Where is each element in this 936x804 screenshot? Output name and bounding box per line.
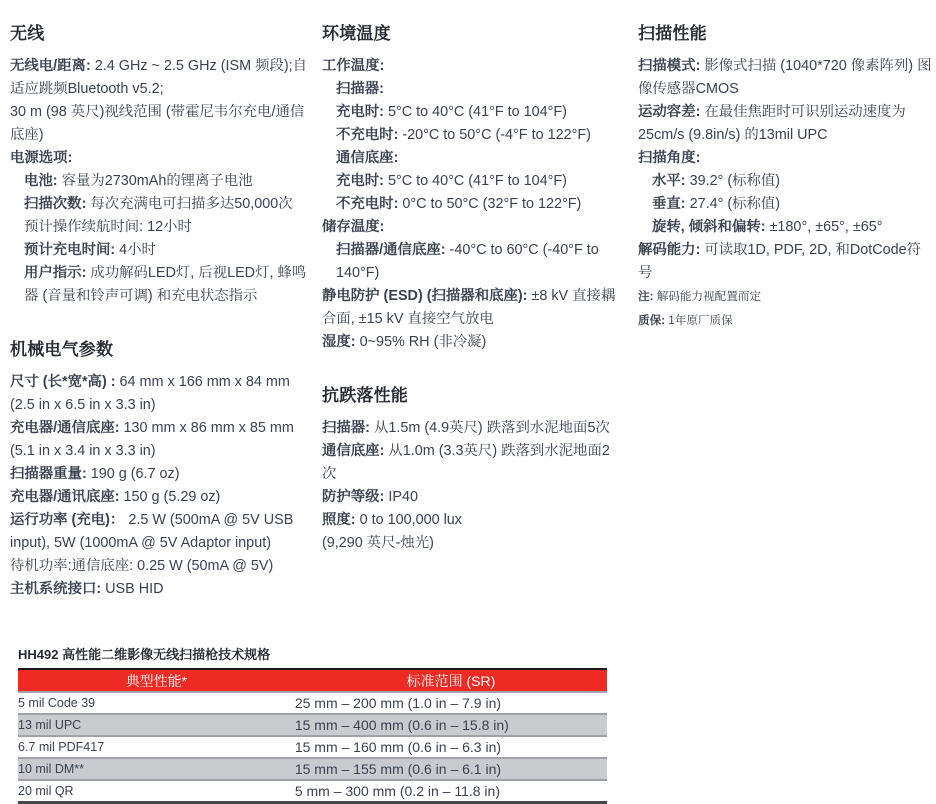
spec-label: 尺寸 (长*宽*高) : bbox=[10, 374, 116, 390]
spec-line: 电池: 容量为2730mAh的锂离子电池 bbox=[24, 173, 253, 189]
spec-label: 扫描器: bbox=[336, 81, 384, 97]
table-header-row bbox=[18, 669, 607, 692]
spec-line: 照度: 0 to 100,000 lux bbox=[322, 512, 462, 528]
section-title-wireless: 无线 bbox=[10, 24, 45, 43]
decode-range-table-block bbox=[18, 644, 607, 804]
spec-line: 充电器/通信底座: 130 mm x 86 mm x 85 mm (5.1 in x 3.4 in x 3.3 in) bbox=[10, 420, 294, 459]
section-scan-performance bbox=[638, 24, 932, 333]
scan-performance-column bbox=[638, 24, 932, 333]
spec-line: 防护等级: IP40 bbox=[322, 489, 418, 505]
table-row bbox=[18, 736, 607, 758]
spec-line bbox=[322, 55, 619, 78]
spec-line: 扫描模式: 影像式扫描 (1040*720 像素阵列) 图像传感器CMOS bbox=[638, 58, 932, 97]
spec-label: 充电时: bbox=[336, 173, 384, 189]
spec-label: 充电器/通信底座: bbox=[10, 420, 120, 436]
spec-line: 湿度: 0~95% RH (非冷凝) bbox=[322, 334, 487, 350]
spec-line bbox=[10, 147, 314, 170]
spec-line: 充电器/通讯底座: 150 g (5.29 oz) bbox=[10, 489, 221, 505]
spec-label: 扫描次数: bbox=[24, 196, 87, 212]
spec-label: 无线电/距离: bbox=[10, 58, 91, 74]
spec-label: 不充电时: bbox=[336, 196, 399, 212]
spec-label: 扫描角度: bbox=[638, 150, 701, 166]
spec-line: 不充电时: -20°C to 50°C (-4°F to 122°F) bbox=[336, 127, 591, 143]
cell-symbology: 5 mil Code 39 bbox=[18, 692, 295, 714]
cell-symbology: 6.7 mil PDF417 bbox=[18, 736, 295, 758]
spec-line: 预计充电时间: 4小时 bbox=[24, 242, 156, 258]
spec-label: 质保: bbox=[638, 314, 666, 327]
spec-label: 解码能力: bbox=[638, 242, 701, 258]
spec-label: 湿度: bbox=[322, 334, 356, 350]
spec-line: 水平: 39.2° (标称值) bbox=[652, 173, 781, 189]
spec-label: 通信底座: bbox=[322, 443, 385, 459]
section-title-mechanical: 机械电气参数 bbox=[10, 340, 114, 359]
spec-label: 扫描器: bbox=[322, 420, 370, 436]
section-mechanical bbox=[10, 340, 314, 601]
cell-symbology: 13 mil UPC bbox=[18, 714, 295, 736]
spec-line bbox=[638, 147, 932, 170]
spec-line bbox=[322, 78, 619, 101]
spec-line: 旋转, 倾斜和偏转: ±180°, ±65°, ±65° bbox=[652, 219, 883, 235]
section-drop-resistance bbox=[322, 386, 619, 555]
spec-line: 解码能力: 可读取1D, PDF, 2D, 和DotCode符号 bbox=[638, 242, 922, 281]
cell-range: 15 mm – 160 mm (0.6 in – 6.3 in) bbox=[295, 736, 607, 758]
table-header-cell: 标准范围 (SR) bbox=[295, 669, 607, 692]
spec-line: 用户指示: 成功解码LED灯, 后视LED灯, 蜂鸣器 (音量和铃声可调) 和充电状态指示 bbox=[24, 265, 307, 304]
spec-line: 运动容差: 在最佳焦距时可识别运动速度为 25cm/s (9.8in/s) 的13mil UPC bbox=[638, 104, 906, 143]
table-header-cell: 典型性能* bbox=[18, 669, 295, 692]
section-title-environment-temperature: 环境温度 bbox=[322, 24, 391, 43]
table-row bbox=[18, 780, 607, 803]
spec-line: (9,290 英尺-烛光) bbox=[322, 535, 434, 551]
spec-line: 扫描器/通信底座: -40°C to 60°C (-40°F to 140°F) bbox=[336, 242, 599, 281]
spec-line: 质保: 1年原厂质保 bbox=[638, 314, 733, 327]
spec-line: 待机功率:通信底座: 0.25 W (50mA @ 5V) bbox=[10, 558, 274, 574]
spec-label: 防护等级: bbox=[322, 489, 385, 505]
spec-label: 旋转, 倾斜和偏转: bbox=[652, 219, 766, 235]
spec-line: 通信底座: 从1.0m (3.3英尺) 跌落到水泥地面2次 bbox=[322, 443, 610, 482]
spec-line: 无线电/距离: 2.4 GHz ~ 2.5 GHz (ISM 频段);自适应跳频Bluetooth v5.2; bbox=[10, 58, 308, 97]
spec-label: 照度: bbox=[322, 512, 356, 528]
spec-label: 预计充电时间: bbox=[24, 242, 116, 258]
table-row bbox=[18, 692, 607, 714]
decode-range-table bbox=[18, 668, 607, 804]
spec-line: 尺寸 (长*宽*高) : 64 mm x 166 mm x 84 mm (2.5 in x 6.5 in x 3.3 in) bbox=[10, 374, 290, 413]
table-row bbox=[18, 714, 607, 736]
spec-label: 储存温度: bbox=[322, 219, 385, 235]
spec-label: 运动容差: bbox=[638, 104, 701, 120]
spec-label: 扫描器重量: bbox=[10, 466, 87, 482]
spec-line: 扫描器: 从1.5m (4.9英尺) 跌落到水泥地面5次 bbox=[322, 420, 610, 436]
spec-line: 预计操作续航时间: 12小时 bbox=[24, 219, 192, 235]
spec-label: 电池: bbox=[24, 173, 58, 189]
cell-range: 5 mm – 300 mm (0.2 in – 11.8 in) bbox=[295, 780, 607, 803]
table-row bbox=[18, 758, 607, 780]
table-title: HH492 高性能二维影像无线扫描枪技术规格 bbox=[18, 647, 271, 662]
spec-line bbox=[322, 216, 619, 239]
spec-line: 充电时: 5°C to 40°C (41°F to 104°F) bbox=[336, 104, 567, 120]
spec-line bbox=[322, 147, 619, 170]
spec-line: 不充电时: 0°C to 50°C (32°F to 122°F) bbox=[336, 196, 582, 212]
cell-symbology: 10 mil DM** bbox=[18, 758, 295, 780]
spec-line: 运行功率 (充电)： 2.5 W (500mA @ 5V USB input), 5W (1000mA @ 5V Adaptor input) bbox=[10, 512, 294, 551]
section-environment-temperature bbox=[322, 24, 619, 354]
spec-label: 主机系统接口: bbox=[10, 581, 102, 597]
spec-line: 静电防护 (ESD) (扫描器和底座): ±8 kV 直接耦合面, ±15 kV 直接空气放电 bbox=[322, 288, 616, 327]
cell-range: 15 mm – 155 mm (0.6 in – 6.1 in) bbox=[295, 758, 607, 780]
spec-label: 垂直: bbox=[652, 196, 686, 212]
spec-line: 30 m (98 英尺)视线范围 (带霍尼韦尔充电/通信底座) bbox=[10, 104, 305, 143]
cell-range: 15 mm – 400 mm (0.6 in – 15.8 in) bbox=[295, 714, 607, 736]
spec-line: 充电时: 5°C to 40°C (41°F to 104°F) bbox=[336, 173, 567, 189]
spec-line: 扫描器重量: 190 g (6.7 oz) bbox=[10, 466, 180, 482]
spec-label: 充电时: bbox=[336, 104, 384, 120]
wireless-column bbox=[10, 24, 314, 601]
spec-label: 水平: bbox=[652, 173, 686, 189]
spec-line: 扫描次数: 每次充满电可扫描多达50,000次 bbox=[24, 196, 293, 212]
environment-column bbox=[322, 24, 619, 555]
section-title-drop-resistance: 抗跌落性能 bbox=[322, 386, 408, 405]
spec-label: 扫描器/通信底座: bbox=[336, 242, 446, 258]
spec-line: 主机系统接口: USB HID bbox=[10, 581, 164, 597]
spec-line: 垂直: 27.4° (标称值) bbox=[652, 196, 781, 212]
spec-label: 运行功率 (充电)： bbox=[10, 512, 125, 528]
cell-symbology: 20 mil QR bbox=[18, 780, 295, 803]
spec-label: 注: bbox=[638, 290, 654, 303]
spec-label: 充电器/通讯底座: bbox=[10, 489, 120, 505]
spec-label: 电源选项: bbox=[10, 150, 73, 166]
spec-label: 不充电时: bbox=[336, 127, 399, 143]
section-title-scan-performance: 扫描性能 bbox=[638, 24, 707, 43]
spec-label: 扫描模式: bbox=[638, 58, 701, 74]
spec-label: 通信底座: bbox=[336, 150, 399, 166]
table-body bbox=[18, 692, 607, 803]
spec-label: 工作温度: bbox=[322, 58, 385, 74]
spec-line: 注: 解码能力视配置而定 bbox=[638, 290, 762, 303]
table-header bbox=[18, 669, 607, 692]
spec-label: 静电防护 (ESD) (扫描器和底座): bbox=[322, 288, 528, 304]
cell-range: 25 mm – 200 mm (1.0 in – 7.9 in) bbox=[295, 692, 607, 714]
spec-label: 用户指示: bbox=[24, 265, 87, 281]
section-wireless bbox=[10, 24, 314, 308]
